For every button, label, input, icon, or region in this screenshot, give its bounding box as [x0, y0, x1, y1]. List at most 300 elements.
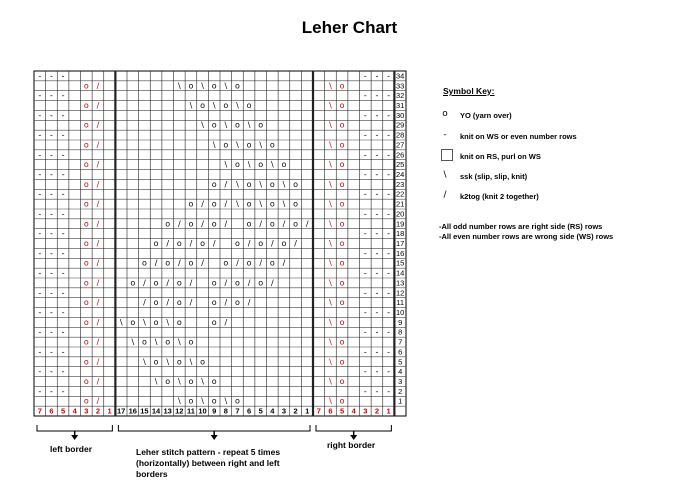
- pattern-stitch: o: [176, 317, 182, 327]
- right-border-stitch: -: [363, 71, 367, 81]
- pattern-stitch: o: [188, 81, 194, 91]
- key-desc-ssk: ssk (slip, slip, knit): [460, 172, 528, 181]
- pattern-stitch: \: [247, 120, 251, 130]
- pattern-stitch: o: [281, 239, 287, 248]
- pattern-col-number: 12: [175, 406, 184, 416]
- right-border-stitch: -: [387, 130, 391, 140]
- left-border-stitch: /: [96, 81, 100, 91]
- left-border-stitch: -: [61, 110, 65, 120]
- right-border-stitch: -: [387, 209, 391, 219]
- right-border-col-number: 7: [316, 406, 321, 416]
- pattern-stitch: /: [143, 278, 146, 288]
- right-border-stitch: -: [387, 308, 391, 317]
- pattern-stitch: o: [188, 337, 194, 347]
- left-border-stitch: -: [38, 71, 42, 81]
- pattern-stitch: o: [176, 298, 182, 308]
- pattern-col-number: 2: [293, 406, 298, 416]
- right-border-stitch: -: [375, 130, 379, 140]
- pattern-stitch: \: [131, 337, 135, 347]
- pattern-stitch: o: [246, 219, 252, 229]
- row-number: 16: [396, 248, 405, 258]
- left-border-stitch: -: [49, 268, 53, 278]
- pattern-stitch: o: [176, 357, 182, 367]
- pattern-stitch: o: [211, 219, 217, 229]
- pattern-stitch: /: [212, 239, 216, 248]
- pattern-stitch: /: [166, 298, 170, 308]
- right-border-stitch: \: [329, 396, 332, 406]
- pattern-col-number: 14: [151, 406, 161, 416]
- left-border-stitch: -: [61, 229, 65, 239]
- pattern-stitch: o: [211, 81, 217, 91]
- pattern-label-line2: (horizontally) between right and left: [136, 458, 280, 468]
- pattern-stitch: o: [234, 160, 240, 170]
- left-border-stitch: o: [83, 179, 89, 189]
- left-border-col-number: 2: [95, 406, 101, 416]
- right-border-stitch: \: [329, 357, 332, 367]
- pattern-stitch: /: [224, 317, 228, 327]
- pattern-stitch: \: [177, 377, 181, 386]
- left-border-stitch: -: [61, 367, 65, 377]
- pattern-stitch: \: [154, 377, 158, 386]
- down-arrow-icon: [211, 435, 218, 440]
- left-border-stitch: -: [49, 248, 53, 258]
- left-border-stitch: /: [96, 219, 100, 229]
- left-border-stitch: -: [49, 209, 53, 219]
- left-border-stitch: /: [96, 239, 100, 248]
- pattern-col-number: 7: [235, 406, 240, 416]
- left-border-stitch: -: [38, 209, 42, 219]
- pattern-stitch: o: [234, 239, 240, 248]
- left-border-stitch: o: [83, 396, 89, 406]
- pattern-stitch: o: [153, 278, 159, 288]
- left-border-stitch: -: [38, 248, 42, 258]
- left-border-stitch: -: [38, 130, 42, 140]
- left-border-stitch: -: [49, 367, 53, 377]
- pattern-stitch: /: [282, 219, 286, 229]
- right-border-stitch: o: [339, 298, 345, 308]
- left-border-stitch: -: [61, 150, 65, 160]
- left-border-stitch: -: [49, 110, 53, 120]
- pattern-stitch: o: [211, 377, 217, 386]
- pattern-stitch: o: [188, 258, 194, 268]
- pattern-stitch: o: [153, 357, 159, 367]
- row-number: 27: [396, 140, 405, 150]
- pattern-stitch: /: [247, 298, 251, 308]
- row-number: 34: [396, 71, 405, 81]
- left-border-stitch: /: [96, 317, 100, 327]
- right-border-stitch: o: [339, 140, 345, 150]
- left-border-stitch: /: [96, 258, 100, 268]
- left-border-stitch: -: [38, 308, 42, 317]
- pattern-stitch: o: [165, 377, 171, 386]
- left-border-stitch: -: [49, 327, 53, 337]
- right-border-stitch: -: [363, 367, 367, 377]
- pattern-stitch: \: [177, 337, 181, 347]
- right-border-stitch: \: [329, 377, 332, 386]
- row-number: 17: [396, 239, 405, 248]
- pattern-stitch: /: [201, 219, 204, 229]
- right-border-stitch: -: [375, 189, 379, 199]
- left-border-col-number: 3: [84, 406, 89, 416]
- right-border-stitch: o: [339, 239, 345, 248]
- left-border-stitch: -: [61, 91, 65, 101]
- ssk-icon: \: [443, 170, 447, 180]
- pattern-stitch: \: [143, 317, 146, 327]
- pattern-col-number: 1: [305, 406, 310, 416]
- row-number: 9: [398, 317, 403, 327]
- left-border-stitch: o: [83, 81, 89, 91]
- pattern-stitch: o: [293, 219, 299, 229]
- pattern-col-number: 9: [212, 406, 217, 416]
- page-title: Leher Chart: [301, 18, 398, 37]
- pattern-stitch: \: [236, 140, 239, 150]
- pattern-stitch: o: [281, 160, 287, 170]
- pattern-stitch: \: [166, 357, 170, 367]
- left-border-stitch: o: [83, 337, 89, 347]
- pattern-stitch: /: [154, 258, 158, 268]
- right-border-stitch: \: [329, 258, 332, 268]
- pattern-stitch: /: [177, 258, 181, 268]
- pattern-stitch: o: [153, 239, 159, 248]
- row-number: 20: [396, 209, 405, 219]
- left-border-stitch: o: [83, 258, 89, 268]
- left-border-stitch: -: [38, 268, 42, 278]
- pattern-col-number: 11: [186, 406, 195, 416]
- right-border-stitch: \: [329, 81, 332, 91]
- right-border-stitch: -: [363, 308, 367, 317]
- row-number: 11: [396, 298, 405, 308]
- row-number: 18: [396, 229, 405, 239]
- pattern-stitch: o: [246, 179, 252, 189]
- pattern-stitch: \: [224, 120, 228, 130]
- left-border-stitch: -: [61, 71, 65, 81]
- left-border-stitch: -: [61, 170, 65, 179]
- pattern-stitch: /: [224, 199, 228, 209]
- left-border-stitch: -: [61, 268, 65, 278]
- right-border-stitch: o: [339, 377, 345, 386]
- pattern-stitch: /: [247, 239, 251, 248]
- pattern-stitch: \: [119, 317, 123, 327]
- left-border-stitch: /: [96, 396, 100, 406]
- right-border-stitch: -: [363, 268, 367, 278]
- right-border-stitch: -: [363, 150, 367, 160]
- pattern-label-line1: Leher stitch pattern - repeat 5 times: [136, 447, 281, 457]
- pattern-stitch: o: [200, 357, 206, 367]
- left-border-stitch: -: [61, 327, 65, 337]
- right-border-label: right border: [327, 440, 376, 450]
- left-border-col-number: 5: [60, 406, 66, 416]
- left-border-stitch: o: [83, 357, 89, 367]
- right-border-stitch: -: [375, 110, 379, 120]
- left-border-stitch: o: [83, 160, 89, 170]
- pattern-stitch: o: [211, 179, 217, 189]
- right-border-stitch: o: [339, 160, 345, 170]
- pattern-stitch: o: [246, 101, 252, 110]
- right-border-stitch: -: [387, 268, 391, 278]
- pattern-stitch: o: [141, 337, 147, 347]
- pattern-stitch: \: [212, 101, 216, 110]
- pattern-stitch: \: [189, 357, 193, 367]
- pattern-stitch: o: [258, 278, 264, 288]
- left-border-stitch: -: [61, 288, 65, 298]
- pattern-stitch: /: [224, 278, 228, 288]
- pattern-col-number: 4: [270, 406, 275, 416]
- pattern-col-number: 6: [246, 406, 252, 416]
- row-number: 14: [396, 268, 405, 278]
- right-border-stitch: \: [329, 239, 332, 248]
- left-border-bracket: [37, 425, 112, 431]
- left-border-stitch: -: [38, 110, 42, 120]
- left-border-stitch: -: [61, 130, 65, 140]
- row-number: 15: [396, 258, 405, 268]
- right-border-stitch: -: [387, 386, 391, 396]
- k2tog-icon: /: [443, 190, 447, 200]
- pattern-stitch: o: [200, 239, 206, 248]
- right-border-stitch: -: [363, 110, 367, 120]
- right-border-stitch: o: [339, 120, 345, 130]
- right-border-stitch: -: [387, 150, 391, 160]
- pattern-stitch: \: [236, 179, 239, 189]
- row-number: 33: [396, 81, 405, 91]
- pattern-stitch: o: [211, 396, 217, 406]
- left-border-stitch: o: [83, 317, 89, 327]
- right-border-stitch: -: [387, 347, 391, 357]
- pattern-stitch: o: [176, 239, 182, 248]
- right-border-stitch: -: [363, 229, 367, 239]
- right-border-stitch: \: [329, 337, 332, 347]
- row-number: 6: [398, 347, 403, 357]
- left-border-stitch: /: [96, 199, 100, 209]
- pattern-col-number: 15: [140, 406, 149, 416]
- right-border-stitch: -: [375, 308, 379, 317]
- row-number: 29: [396, 120, 405, 130]
- pattern-stitch: /: [189, 239, 193, 248]
- pattern-stitch: /: [270, 239, 274, 248]
- right-border-stitch: -: [363, 91, 367, 101]
- pattern-stitch: o: [211, 317, 217, 327]
- left-border-stitch: -: [49, 288, 53, 298]
- right-border-stitch: \: [329, 317, 332, 327]
- note-odd-rows: -All odd number rows are right side (RS) rows: [439, 222, 603, 231]
- right-border-col-number: 3: [363, 406, 368, 416]
- right-border-stitch: o: [339, 258, 345, 268]
- pattern-stitch: /: [224, 219, 228, 229]
- right-border-stitch: -: [375, 327, 379, 337]
- right-border-stitch: -: [375, 268, 379, 278]
- right-border-stitch: -: [387, 170, 391, 179]
- right-border-stitch: \: [329, 278, 332, 288]
- row-number: 4: [398, 367, 403, 377]
- left-border-stitch: -: [38, 150, 42, 160]
- left-border-stitch: -: [61, 308, 65, 317]
- pattern-stitch: /: [201, 258, 204, 268]
- left-border-stitch: o: [83, 298, 89, 308]
- right-border-stitch: -: [375, 229, 379, 239]
- pattern-stitch: /: [224, 298, 228, 308]
- pattern-stitch: o: [269, 219, 275, 229]
- pattern-stitch: o: [234, 298, 240, 308]
- row-number: 30: [396, 110, 405, 120]
- left-border-stitch: /: [96, 120, 100, 130]
- pattern-col-number: 8: [223, 406, 228, 416]
- pattern-stitch: o: [269, 199, 275, 209]
- pattern-stitch: o: [188, 219, 194, 229]
- left-border-stitch: /: [96, 278, 100, 288]
- right-border-col-number: 5: [339, 406, 345, 416]
- row-number: 25: [396, 160, 405, 170]
- pattern-stitch: o: [211, 278, 217, 288]
- pattern-stitch: \: [201, 377, 204, 386]
- pattern-stitch: /: [270, 278, 274, 288]
- pattern-stitch: \: [236, 101, 239, 110]
- right-border-stitch: -: [387, 189, 391, 199]
- left-border-col-number: 1: [107, 406, 112, 416]
- right-border-stitch: o: [339, 101, 345, 110]
- key-desc-knit-rs: knit on RS, purl on WS: [460, 152, 541, 161]
- left-border-stitch: /: [96, 179, 100, 189]
- left-border-stitch: -: [49, 170, 53, 179]
- pattern-stitch: /: [282, 258, 286, 268]
- pattern-stitch: \: [259, 179, 263, 189]
- pattern-stitch: o: [234, 81, 240, 91]
- left-border-stitch: -: [49, 91, 53, 101]
- pattern-stitch: o: [130, 317, 136, 327]
- key-desc-k2tog: k2tog (knit 2 together): [460, 192, 539, 201]
- left-border-stitch: o: [83, 101, 89, 110]
- left-border-label: left border: [50, 444, 93, 454]
- pattern-stitch: o: [188, 377, 194, 386]
- left-border-stitch: -: [38, 170, 42, 179]
- left-border-stitch: -: [38, 367, 42, 377]
- left-border-stitch: -: [38, 288, 42, 298]
- right-border-stitch: -: [387, 327, 391, 337]
- pattern-col-number: 10: [198, 406, 207, 416]
- pattern-stitch: \: [224, 81, 228, 91]
- pattern-stitch: o: [200, 101, 206, 110]
- pattern-stitch: \: [282, 199, 286, 209]
- pattern-col-number: 16: [128, 406, 137, 416]
- row-number: 7: [398, 337, 403, 347]
- right-border-stitch: \: [329, 199, 332, 209]
- right-border-col-number: 1: [386, 406, 391, 416]
- key-desc-yo: YO (yarn over): [460, 111, 512, 120]
- right-border-stitch: o: [339, 219, 345, 229]
- pattern-col-number: 13: [163, 406, 172, 416]
- pattern-stitch: o: [141, 258, 147, 268]
- right-border-stitch: o: [339, 317, 345, 327]
- right-border-stitch: o: [339, 81, 345, 91]
- left-border-stitch: o: [83, 120, 89, 130]
- right-border-stitch: -: [387, 91, 391, 101]
- pattern-stitch: o: [269, 140, 275, 150]
- row-number: 8: [398, 327, 403, 337]
- pattern-col-number: 3: [281, 406, 287, 416]
- row-number: 28: [396, 130, 405, 140]
- pattern-stitch: o: [211, 199, 217, 209]
- left-border-stitch: -: [49, 150, 53, 160]
- left-border-stitch: /: [96, 357, 100, 367]
- pattern-stitch: o: [153, 298, 159, 308]
- row-number: 12: [396, 288, 405, 298]
- left-border-stitch: -: [38, 229, 42, 239]
- right-border-stitch: \: [329, 120, 332, 130]
- left-border-stitch: -: [38, 91, 42, 101]
- right-border-stitch: -: [387, 248, 391, 258]
- pattern-label-line3: borders: [136, 469, 168, 479]
- pattern-stitch: o: [223, 140, 229, 150]
- right-border-stitch: -: [387, 110, 391, 120]
- pattern-stitch: o: [176, 278, 182, 288]
- right-border-col-number: 2: [374, 406, 380, 416]
- pattern-stitch: o: [165, 219, 171, 229]
- right-border-stitch: \: [329, 179, 332, 189]
- right-border-stitch: -: [387, 71, 391, 81]
- left-border-stitch: -: [38, 189, 42, 199]
- empty-square-icon: [441, 149, 453, 161]
- pattern-stitch: /: [189, 278, 193, 288]
- right-border-stitch: -: [375, 248, 379, 258]
- pattern-stitch: \: [177, 396, 181, 406]
- right-border-stitch: -: [363, 189, 367, 199]
- left-border-stitch: /: [96, 377, 100, 386]
- pattern-stitch: o: [223, 258, 229, 268]
- row-number: 23: [396, 179, 405, 189]
- right-border-stitch: -: [387, 367, 391, 377]
- right-border-stitch: -: [375, 150, 379, 160]
- left-border-stitch: /: [96, 337, 100, 347]
- pattern-stitch: o: [165, 337, 171, 347]
- pattern-col-number: 17: [117, 406, 126, 416]
- pattern-stitch: \: [224, 160, 228, 170]
- pattern-stitch: o: [165, 258, 171, 268]
- pattern-stitch: o: [130, 278, 136, 288]
- left-border-stitch: -: [38, 347, 42, 357]
- left-border-stitch: -: [49, 229, 53, 239]
- left-border-stitch: -: [61, 189, 65, 199]
- pattern-stitch: /: [143, 298, 146, 308]
- row-number: 21: [396, 199, 405, 209]
- pattern-stitch: /: [247, 278, 251, 288]
- row-number: 10: [396, 308, 405, 317]
- left-border-stitch: -: [61, 386, 65, 396]
- row-number: 5: [398, 357, 403, 367]
- pattern-stitch: \: [143, 357, 146, 367]
- left-border-stitch: /: [96, 101, 100, 110]
- yarn-over-icon: o: [442, 109, 448, 119]
- pattern-stitch: \: [259, 199, 263, 209]
- left-border-col-number: 4: [72, 406, 77, 416]
- pattern-stitch: \: [201, 81, 204, 91]
- row-number: 19: [396, 219, 405, 229]
- pattern-stitch: \: [224, 396, 228, 406]
- right-border-col-number: 6: [328, 406, 333, 416]
- row-number: 32: [396, 91, 405, 101]
- left-border-stitch: -: [49, 308, 53, 317]
- pattern-stitch: /: [201, 199, 204, 209]
- pattern-stitch: o: [211, 120, 217, 130]
- right-border-stitch: -: [375, 288, 379, 298]
- pattern-stitch: \: [270, 160, 274, 170]
- pattern-stitch: \: [177, 81, 181, 91]
- left-border-stitch: o: [83, 377, 89, 386]
- knit-ws-icon: -: [443, 130, 447, 140]
- down-arrow-icon: [71, 435, 78, 440]
- left-border-stitch: o: [83, 140, 89, 150]
- row-number: 26: [396, 150, 405, 160]
- pattern-stitch: /: [224, 179, 228, 189]
- right-border-stitch: o: [339, 357, 345, 367]
- right-border-stitch: \: [329, 160, 332, 170]
